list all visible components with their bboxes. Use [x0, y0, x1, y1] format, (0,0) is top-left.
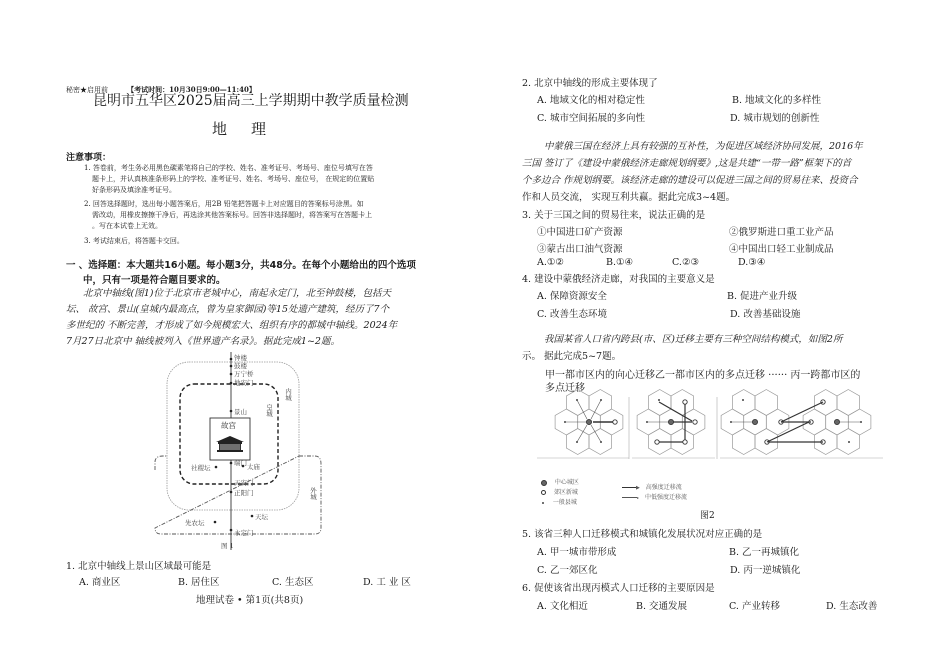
note-2-line-3: 。写在本试卷上无效。	[92, 222, 162, 230]
q4-option-b[interactable]: B. 促进产业升级	[727, 291, 798, 302]
county-town-icon	[542, 502, 544, 504]
figure-1-map	[145, 352, 325, 552]
q2-option-d[interactable]: D. 城市规划的创新性	[730, 113, 820, 124]
notes-heading: 注意事项：	[66, 153, 112, 163]
note-1-line-1: 1. 答卷前，考生务必用黑色碳素笔将自己的学校、姓名、准考证号、考场号、座位号填写在答	[84, 164, 373, 172]
label-duanmen: 端门	[234, 459, 247, 467]
q3-option-a[interactable]: A.①②	[537, 257, 564, 268]
legend-county: 一般县城	[541, 497, 579, 507]
passage-1-line: 多世纪的 不断完善，才形成了如今规模宏大、组织有序的都城中轴线。2024年	[66, 320, 398, 331]
q4-option-a[interactable]: A. 保障资源安全	[537, 291, 607, 302]
legend-high-flow: ▶ 高强度迁移流	[622, 482, 687, 492]
subject-title: 地理	[212, 120, 291, 138]
passage-3-line: 示。 据此完成5~7题。	[522, 351, 622, 362]
question-5-stem: 5. 该省三种人口迁移模式和城镇化发展状况对应正确的是	[522, 529, 763, 540]
passage-2-line: 中蒙俄三国在经济上具有较强的互补性，为促进区域经济协同发展，2016年	[544, 141, 863, 152]
note-2-line-2: 需改动，用橡皮擦擦干净后，再选涂其他答案标号。回答非选择题时，将答案写在答题卡上	[92, 211, 372, 219]
figure-1-caption: 图 1	[221, 542, 234, 550]
q1-option-c[interactable]: C. 生态区	[272, 577, 314, 588]
q1-option-a[interactable]: A. 商业区	[79, 577, 121, 588]
page-title: 昆明市五华区2025届高三上学期期中教学质量检测	[93, 93, 409, 109]
question-6-stem: 6. 促使该省出现丙模式人口迁移的主要原因是	[522, 583, 715, 594]
figure-2-legend	[541, 477, 579, 507]
q2-option-b[interactable]: B. 地域文化的多样性	[732, 95, 822, 106]
q3-statement-4: ④中国出口轻工业制成品	[729, 244, 834, 255]
question-3-stem: 3. 关于三国之间的贸易往来，说法正确的是	[522, 210, 706, 221]
passage-1-line: 7月27日北京中 轴线被列入《世界遗产名录》。据此完成1~2题。	[66, 336, 340, 347]
q2-option-a[interactable]: A. 地域文化的相对稳定性	[537, 95, 645, 106]
label-neicheng: 内城	[284, 388, 292, 401]
page-footer: 地理试卷 • 第1页(共8页)	[196, 595, 304, 606]
label-gugong: 故宫	[221, 421, 236, 430]
q3-option-c[interactable]: C.②③	[672, 257, 699, 268]
label-taimiao: 太庙	[247, 463, 260, 471]
figure-2-caption: 图2	[700, 511, 715, 521]
passage-3-line: 我国某省人口省内跨县(市、区)迁移主要有三种空间结构模式，如图2所	[544, 334, 843, 345]
section-1-heading: 一 、选择题：本大题共16小题。每小题3分，共48分。在每个小题给出的四个选项	[66, 260, 416, 271]
q6-option-c[interactable]: C. 产业转移	[729, 601, 780, 612]
note-2-line-1: 2. 回答选择题时，选出每小题答案后，用2B 铅笔把答题卡上对应题目的答案标号涂黑。如	[84, 200, 364, 208]
passage-1-line: 坛、 故宫、景山(皇城内最高点，曾为皇家御园)等15处遗产建筑，经历了7个	[66, 304, 390, 315]
figure-2-migration-diagram	[537, 369, 887, 524]
thin-arrow-icon	[622, 497, 637, 498]
q3-statement-1: ①中国进口矿产资源	[537, 227, 623, 238]
q5-option-b[interactable]: B. 乙一再城镇化	[729, 547, 800, 558]
note-1-line-3: 好条形码及填涂准考证号。	[92, 186, 176, 194]
center-city-icon	[541, 480, 547, 486]
q5-option-c[interactable]: C. 乙一郊区化	[537, 565, 598, 576]
question-2-stem: 2. 北京中轴线的形成主要体现了	[522, 78, 658, 89]
suburb-city-icon	[541, 490, 546, 495]
label-tiantan: 天坛	[255, 513, 268, 521]
legend-center-city: 中心城区	[541, 477, 579, 487]
q6-option-a[interactable]: A. 文化相近	[537, 601, 588, 612]
figure-2-flow-legend	[622, 482, 687, 502]
label-dianmen: 地安门	[234, 379, 254, 387]
label-zhengyangmen: 正阳门	[234, 489, 254, 497]
legend-suburb: 郊区新城	[541, 487, 579, 497]
secret-label: 秘密★启用前	[66, 86, 108, 94]
label-wanningqiao: 万宁桥	[234, 370, 254, 378]
q4-option-d[interactable]: D. 改善基础设施	[730, 309, 801, 320]
label-yongdingmen: 永定门	[234, 529, 254, 537]
label-tiananmen: 天安门	[234, 479, 254, 487]
label-jingshan: 景山	[234, 408, 247, 416]
note-3-line-1: 3. 考试结束后，将答题卡交回。	[84, 237, 184, 245]
q5-option-a[interactable]: A. 甲一城市带形成	[537, 547, 617, 558]
passage-2-line: 作和人员交流， 实现互利共赢。据此完成3~4题。	[522, 192, 736, 203]
legend-low-flow: ▸ 中低强度迁移流	[637, 494, 687, 501]
q1-option-b[interactable]: B. 居住区	[178, 577, 220, 588]
figure-2-title-line-1: 甲一都市区内的向心迁移乙一都市区内的多点迁移 ······ 丙一跨都市区的	[545, 370, 861, 381]
label-shejitan: 社稷坛	[191, 464, 211, 472]
exam-time: 【考试时间：10月30日9:00—11:40】	[127, 85, 256, 94]
q6-option-d[interactable]: D. 生态改善	[826, 601, 878, 612]
passage-1-line: 北京中轴线(图1)位于北京市老城中心，南起永定门，北至钟鼓楼，包括天	[83, 288, 391, 299]
q5-option-d[interactable]: D. 丙一逆城镇化	[730, 565, 801, 576]
hexagon-migration-panels	[537, 369, 887, 464]
q3-option-d[interactable]: D.③④	[738, 257, 766, 268]
figure-2-title-line-2: 多点迁移	[545, 383, 585, 394]
q6-option-b[interactable]: B. 交通发展	[636, 601, 688, 612]
section-1-subheading: 中，只有一项是符合题目要求的。	[83, 275, 226, 286]
note-1-line-2: 题卡上，并认真核准条形码上的学校、准考证号、姓名、考场号、座位号， 在规定的位置贴	[92, 175, 375, 183]
label-zhonglou: 钟楼	[234, 354, 247, 362]
q3-statement-3: ③蒙古出口油气资源	[537, 244, 623, 255]
label-huangcheng: 皇城	[265, 404, 273, 417]
thick-arrow-icon	[622, 487, 636, 488]
q2-option-c[interactable]: C. 城市空间拓展的多向性	[537, 113, 645, 124]
passage-2-line: 三国 签订了《建设中蒙俄经济走廊规划纲要》,这是共建“一带一路”框架下的首	[522, 158, 852, 169]
q4-option-c[interactable]: C. 改善生态环境	[537, 309, 607, 320]
label-gulou: 鼓楼	[234, 362, 247, 370]
question-4-stem: 4. 建设中蒙俄经济走廊，对我国的主要意义是	[522, 274, 715, 285]
q3-statement-2: ②俄罗斯进口重工业产品	[729, 227, 834, 238]
question-1-stem: 1. 北京中轴线上景山区域最可能是	[66, 561, 212, 572]
label-xiannongtan: 先农坛	[185, 519, 205, 527]
label-waicheng: 外城	[309, 487, 317, 500]
q3-option-b[interactable]: B.①④	[606, 257, 634, 268]
q1-option-d[interactable]: D. 工 业 区	[363, 577, 411, 588]
passage-2-line: 个多边合 作规划纲要。该经济走廊的建设可以促进三国之间的贸易往来、投资合	[522, 175, 858, 186]
